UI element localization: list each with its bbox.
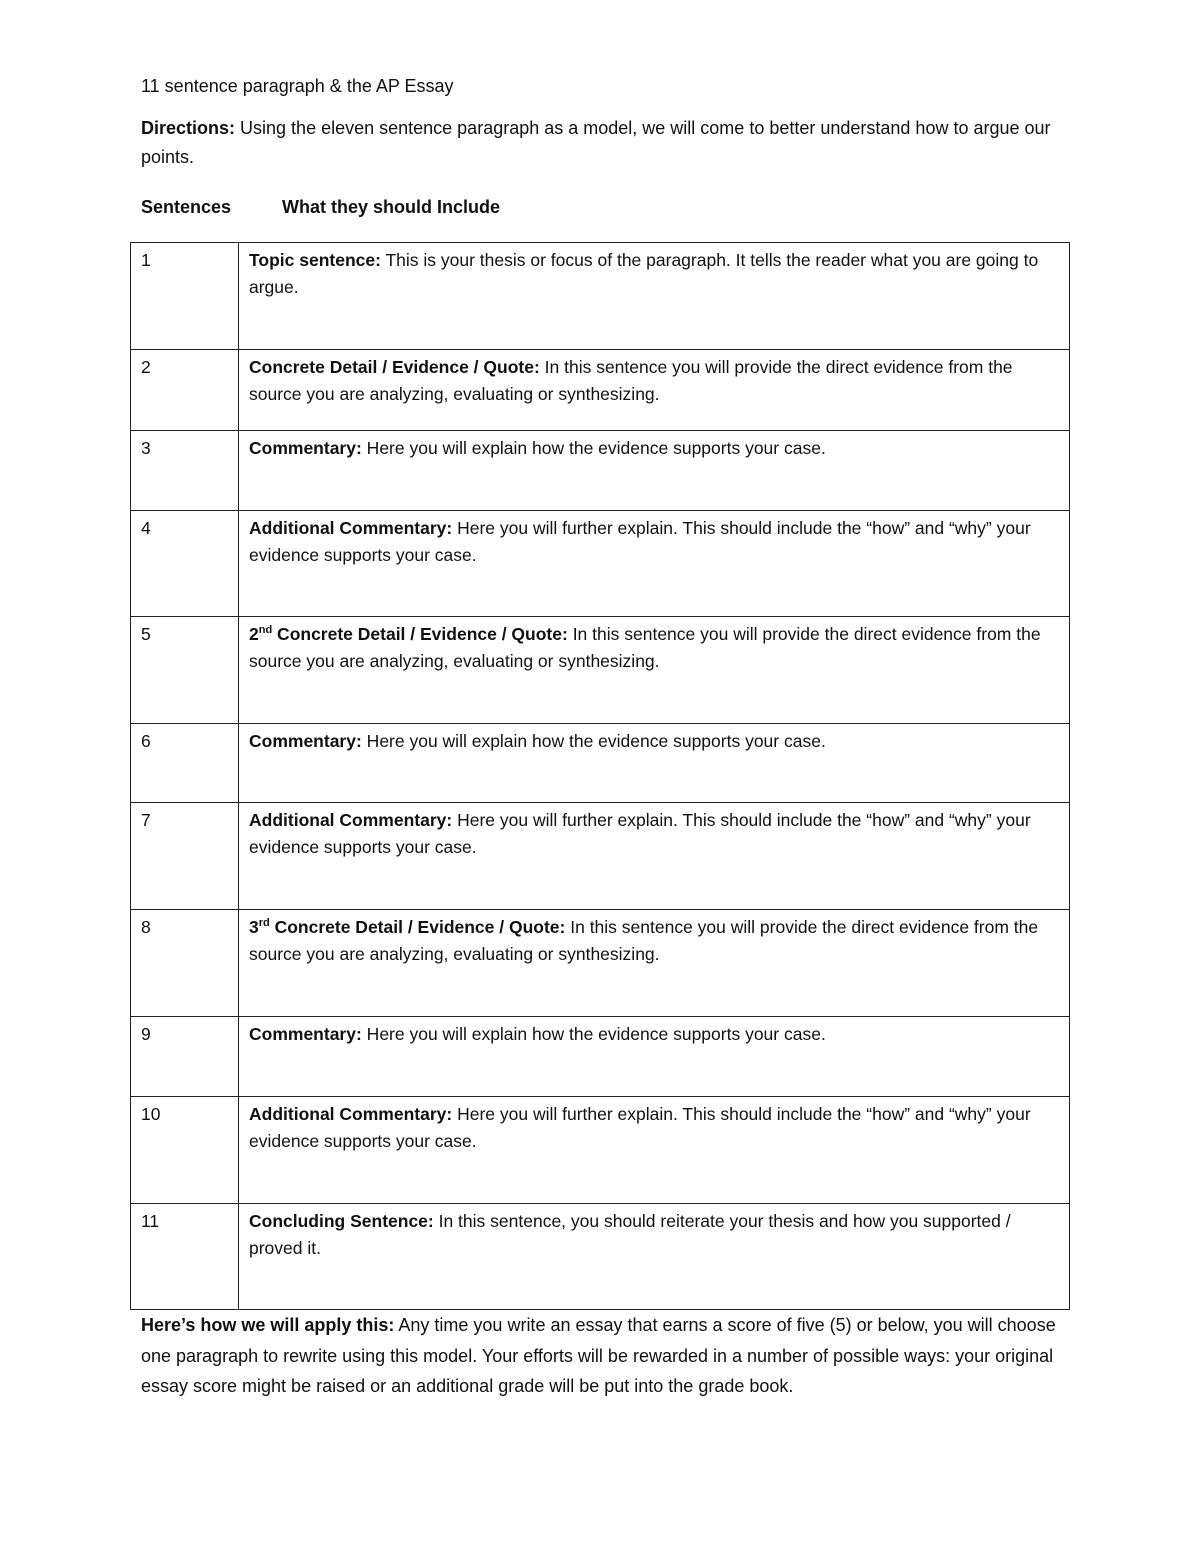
row-description: [239, 724, 1070, 803]
row-text: Here you will further explain. This should include the “how” and “why” your evidence supports your case.: [249, 518, 1031, 565]
directions-paragraph: [141, 114, 1071, 172]
row-number: 4: [131, 511, 239, 617]
row-text: In this sentence, you should reiterate your thesis and how you supported / proved it.: [249, 1211, 1011, 1258]
row-description: [239, 511, 1070, 617]
table-row: [131, 1097, 1070, 1204]
row-number: 9: [131, 1017, 239, 1097]
row-term: Commentary:: [249, 1024, 362, 1044]
sentence-table: [130, 242, 1070, 1310]
row-term: Concrete Detail / Evidence / Quote:: [272, 624, 568, 644]
row-term: Concluding Sentence:: [249, 1211, 434, 1231]
row-term: Concrete Detail / Evidence / Quote:: [249, 357, 540, 377]
table-row: [131, 243, 1070, 350]
row-number: 10: [131, 1097, 239, 1204]
row-term-ordinal-suffix: nd: [258, 624, 273, 637]
row-number: 5: [131, 617, 239, 724]
apply-paragraph: [141, 1310, 1071, 1402]
row-term: Additional Commentary:: [249, 810, 453, 830]
column-heading-sentences: Sentences: [141, 197, 232, 217]
row-number: 11: [131, 1204, 239, 1310]
row-term: Additional Commentary:: [249, 518, 453, 538]
directions-text: Using the eleven sentence paragraph as a model, we will come to better understand how to argue our points.: [141, 118, 1051, 167]
row-description: [239, 803, 1070, 910]
row-term: Commentary:: [249, 438, 362, 458]
row-description: [239, 243, 1070, 350]
row-term: Topic sentence:: [249, 250, 381, 270]
apply-label: Here’s how we will apply this:: [141, 1315, 395, 1335]
table-row: [131, 1204, 1070, 1310]
table-row: [131, 350, 1070, 431]
sentence-table-body: [131, 243, 1070, 1310]
apply-text: Any time you write an essay that earns a score of five (5) or below, you will choose one paragraph to rewrite using this model. Your efforts will be rewarded in a number of possible ways: your original essay score might be raised or an additional grade will be put into the grade book.: [141, 1315, 1056, 1396]
row-number: 7: [131, 803, 239, 910]
row-text: In this sentence you will provide the direct evidence from the source you are analyzing, evaluating or synthesizing.: [249, 917, 1039, 964]
row-description: [239, 1017, 1070, 1097]
table-row: [131, 910, 1070, 1017]
row-text: Here you will explain how the evidence supports your case.: [361, 731, 826, 751]
directions-label: Directions:: [141, 118, 236, 138]
row-description: [239, 350, 1070, 431]
column-heading-include: What they should Include: [282, 197, 501, 217]
row-text: In this sentence you will provide the direct evidence from the source you are analyzing, evaluating or synthesizing.: [249, 624, 1041, 671]
table-row: [131, 1017, 1070, 1097]
table-row: [131, 617, 1070, 724]
row-description: [239, 431, 1070, 511]
row-description: [239, 910, 1070, 1017]
table-row: [131, 803, 1070, 910]
row-text: Here you will further explain. This should include the “how” and “why” your evidence supports your case.: [249, 810, 1031, 857]
column-headings: [141, 195, 501, 219]
row-description: [239, 1204, 1070, 1310]
row-number: 2: [131, 350, 239, 431]
row-text: Here you will explain how the evidence supports your case.: [361, 438, 826, 458]
table-row: [131, 511, 1070, 617]
row-term: Additional Commentary:: [249, 1104, 453, 1124]
row-number: 1: [131, 243, 239, 350]
row-term-ordinal: 2: [249, 624, 259, 644]
row-number: 3: [131, 431, 239, 511]
row-text: Here you will further explain. This should include the “how” and “why” your evidence supports your case.: [249, 1104, 1031, 1151]
table-row: [131, 724, 1070, 803]
row-description: [239, 1097, 1070, 1204]
document-title: 11 sentence paragraph & the AP Essay: [141, 76, 454, 96]
row-description: [239, 617, 1070, 724]
row-term-ordinal-suffix: rd: [258, 917, 270, 930]
table-row: [131, 431, 1070, 511]
row-text: This is your thesis or focus of the paragraph. It tells the reader what you are going to argue.: [249, 250, 1039, 297]
row-term: Commentary:: [249, 731, 362, 751]
row-number: 6: [131, 724, 239, 803]
row-text: In this sentence you will provide the direct evidence from the source you are analyzing, evaluating or synthesizing.: [249, 357, 1013, 404]
row-number: 8: [131, 910, 239, 1017]
row-term-ordinal: 3: [249, 917, 259, 937]
row-text: Here you will explain how the evidence supports your case.: [361, 1024, 826, 1044]
row-term: Concrete Detail / Evidence / Quote:: [269, 917, 566, 937]
